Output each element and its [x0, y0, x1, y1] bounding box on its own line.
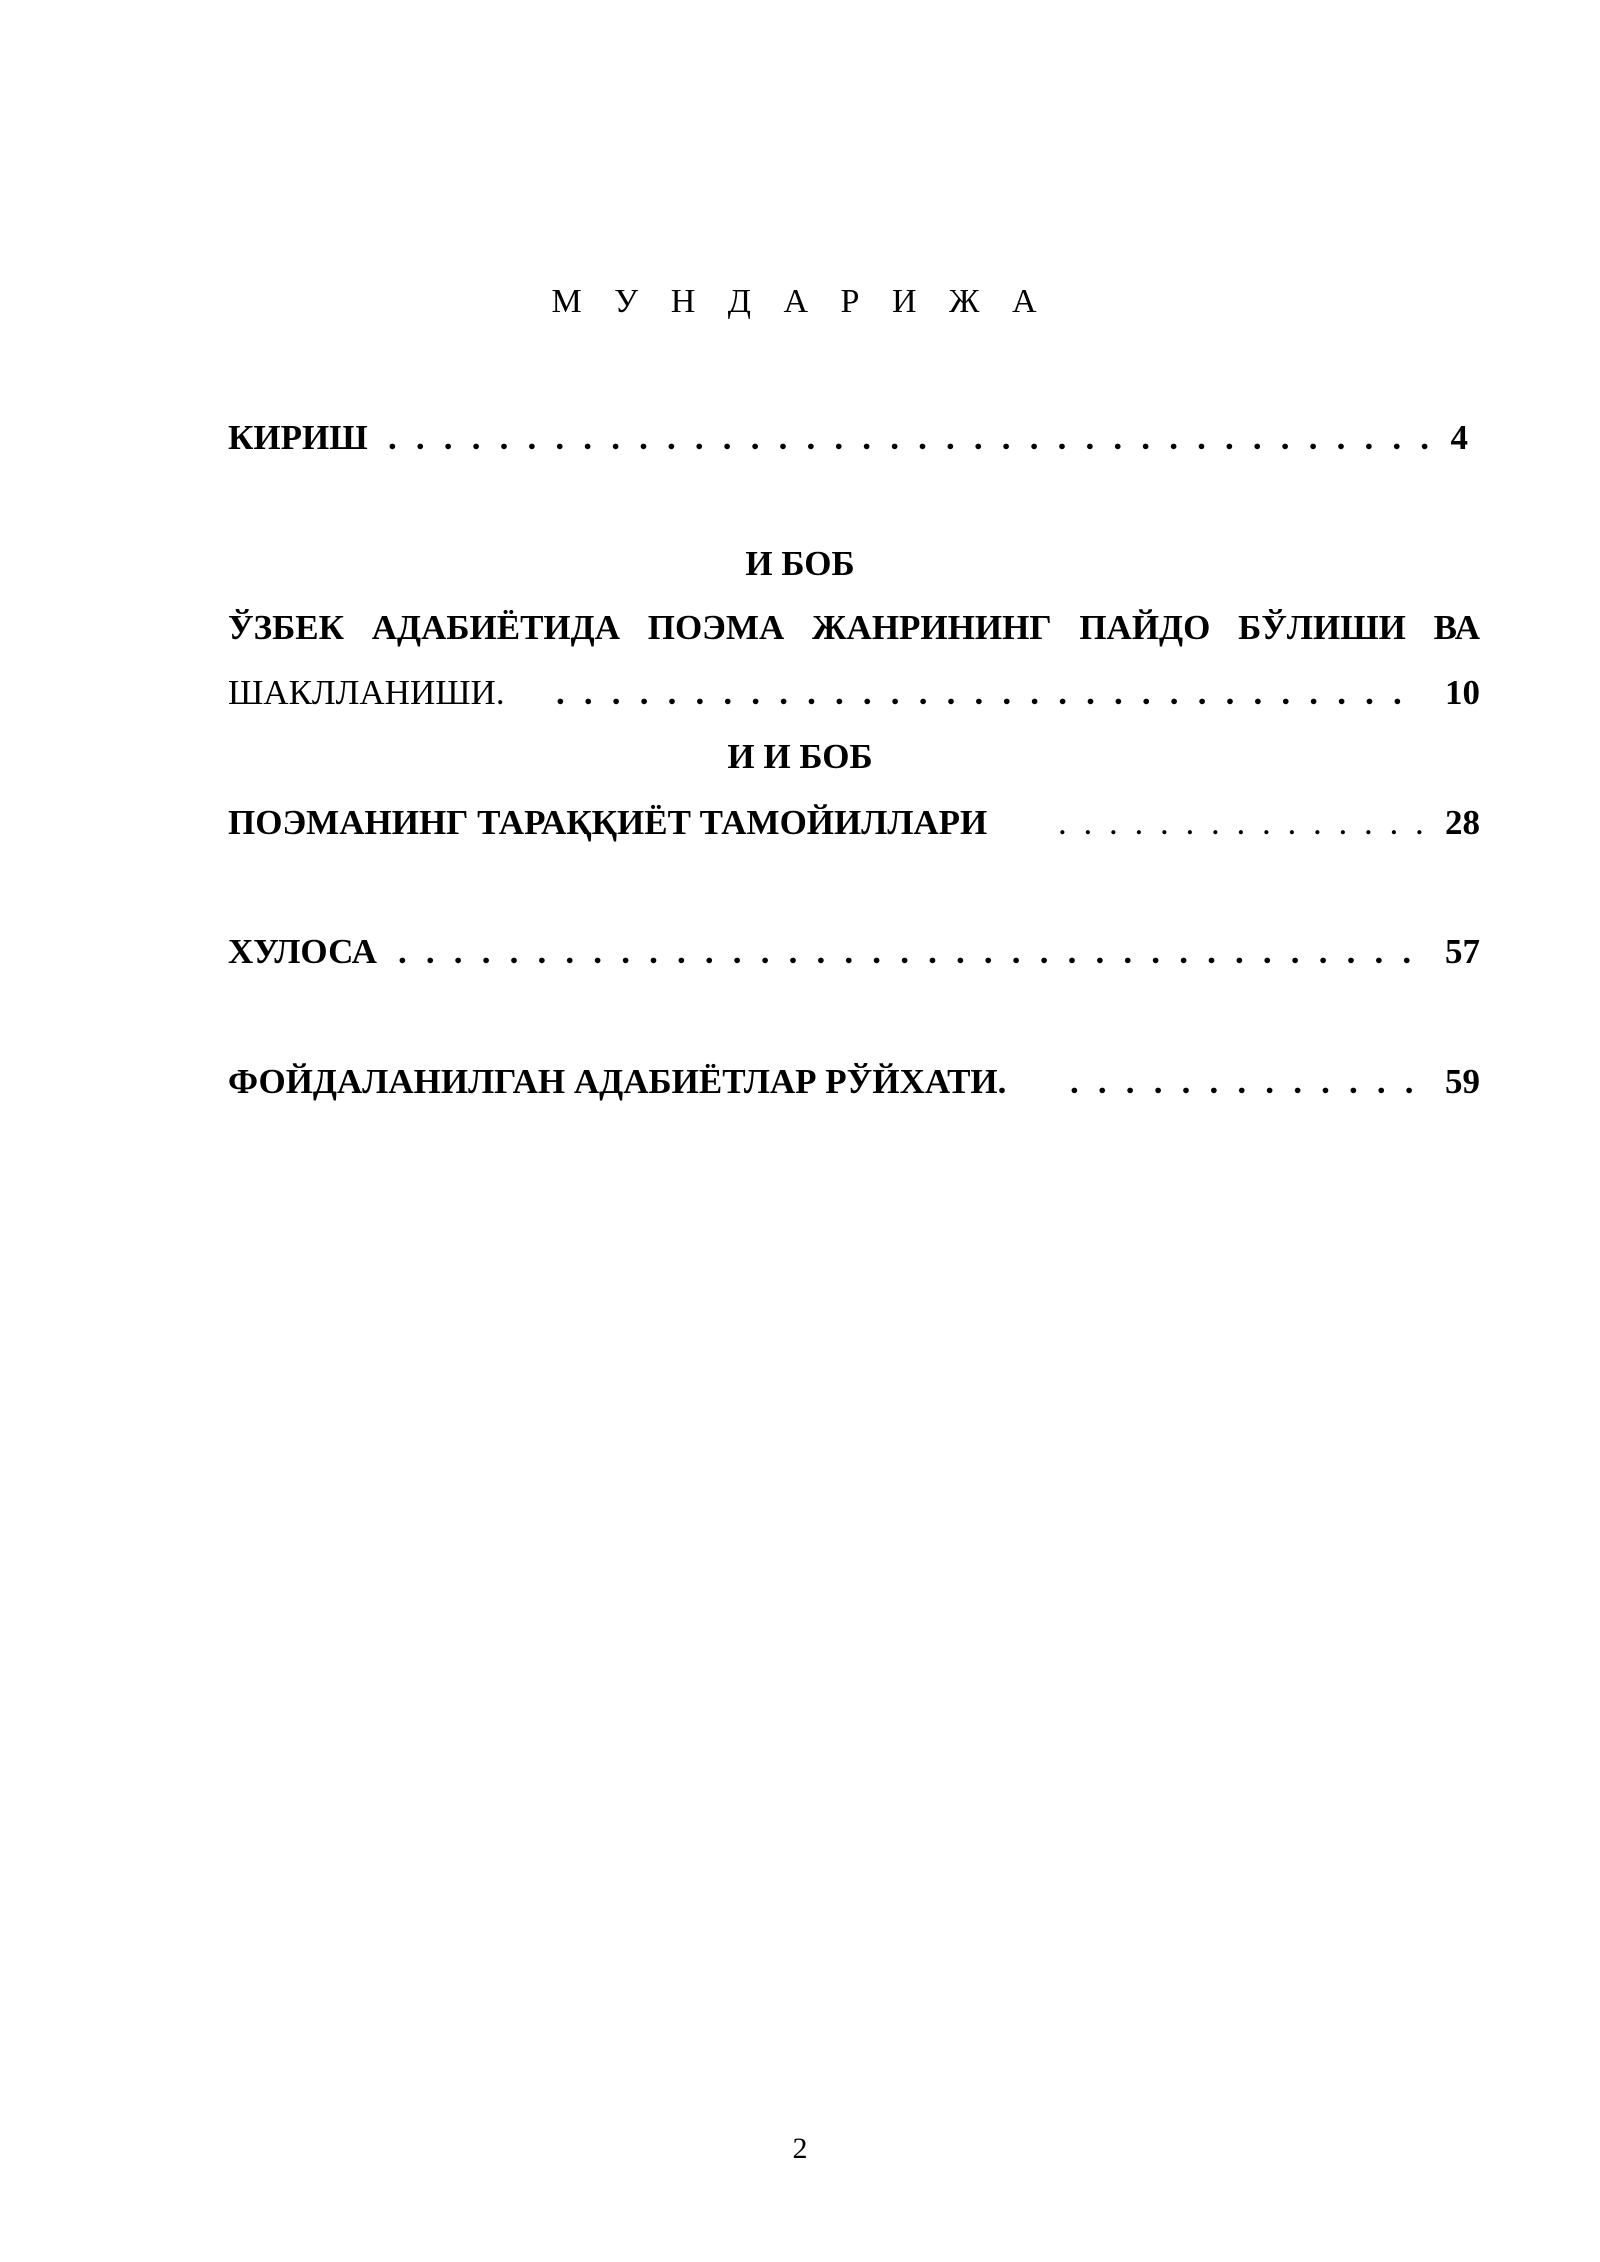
page-number-footer: 2	[792, 2132, 808, 2165]
toc-entry-intro	[228, 418, 1480, 466]
toc-page-number: 10	[1445, 673, 1480, 712]
toc-leader-dots: . . . . . . . . . . . . . . . . . . . . . . . . . . . . . . .	[556, 673, 1407, 712]
toc-entry-label: ПОЭМАНИНГ ТАРАҚҚИЁТ ТАМОЙИЛЛАРИ	[228, 803, 988, 842]
toc-entry-label: ХУЛОСА	[228, 932, 377, 971]
toc-leader-dots: . . . . . . . . . . . . . . . . . . . . . . . . . . . . . . . . . . . . . .	[388, 418, 1435, 457]
toc-page-number: 28	[1445, 803, 1480, 842]
toc-title: М У Н Д А Р И Ж А	[551, 283, 1049, 320]
toc-page-number: 57	[1445, 932, 1480, 971]
toc-leader-dots: . . . . . . . . . . . . .	[1070, 1062, 1419, 1101]
toc-leader-dots: . . . . . . . . . . . . . . .	[1058, 803, 1428, 842]
toc-entry-chapter2	[228, 803, 1480, 851]
toc-entry-chapter1	[228, 673, 1480, 721]
toc-leader-dots: . . . . . . . . . . . . . . . . . . . . . . . . . . . . . . . . . . . . .	[398, 932, 1417, 971]
toc-entry-label: ШАКЛЛАНИШИ.	[228, 673, 505, 712]
chapter-heading: И И БОБ	[727, 737, 873, 776]
chapter-heading: И БОБ	[745, 544, 855, 583]
toc-page-number: 4	[1450, 418, 1468, 457]
toc-entry-conclusion	[228, 932, 1480, 980]
toc-entry-references	[228, 1062, 1480, 1110]
toc-entry-chapter1-line1: ЎЗБЕК АДАБИЁТИДА ПОЭМА ЖАНРИНИНГ ПАЙДО БЎЛИШИ ВА	[228, 608, 1480, 647]
toc-page-number: 59	[1445, 1062, 1480, 1101]
toc-entry-label: ФОЙДАЛАНИЛГАН АДАБИЁТЛАР РЎЙХАТИ.	[228, 1062, 1007, 1101]
toc-entry-label: КИРИШ	[228, 418, 368, 457]
